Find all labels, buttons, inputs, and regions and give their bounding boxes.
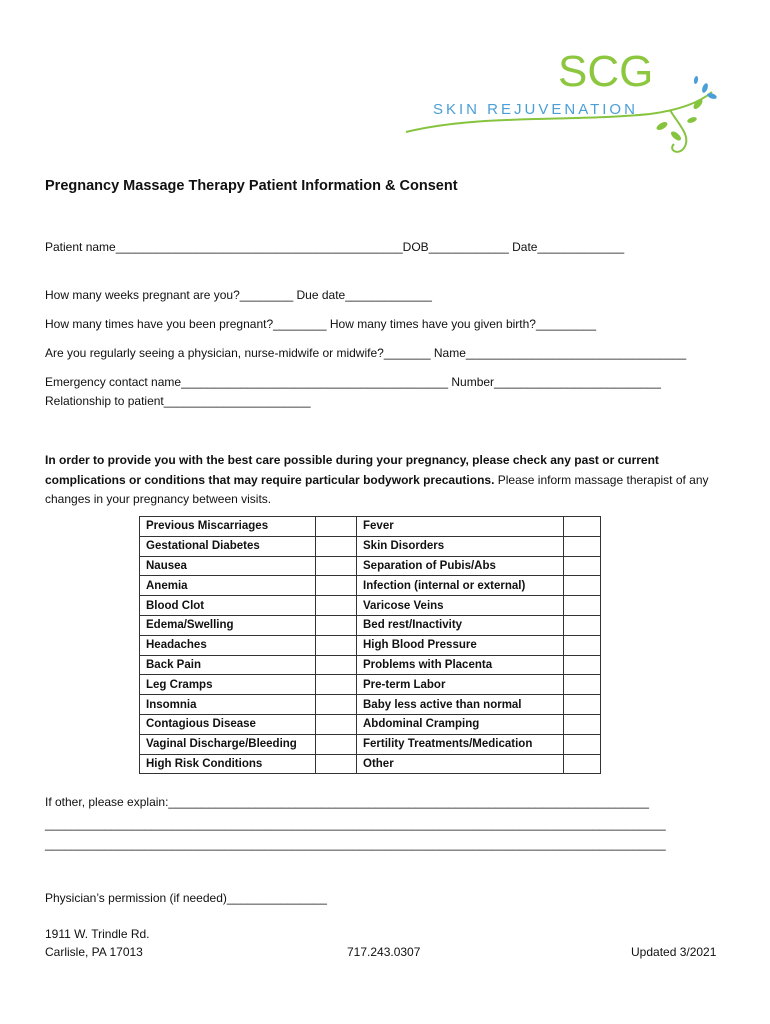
condition-checkbox[interactable] [316,576,357,596]
table-row [140,655,601,675]
condition-checkbox[interactable] [316,615,357,635]
condition-checkbox[interactable] [316,517,357,537]
leaf-icon [655,120,668,131]
condition-label: Other [357,754,564,774]
table-row [140,695,601,715]
table-row [140,556,601,576]
condition-label: Contagious Disease [140,714,316,734]
table-row [140,635,601,655]
updated-date: Updated 3/2021 [631,945,717,959]
condition-checkbox[interactable] [564,517,601,537]
condition-label: Fertility Treatments/Medication [357,734,564,754]
condition-label: Nausea [140,556,316,576]
form-title: Pregnancy Massage Therapy Patient Information & Consent [45,178,458,194]
conditions-intro [45,451,735,510]
logo-tagline: SKIN REJUVENATION [433,101,638,118]
condition-checkbox[interactable] [564,734,601,754]
condition-checkbox[interactable] [316,695,357,715]
condition-label: Vaginal Discharge/Bleeding [140,734,316,754]
emergency-contact-line[interactable]: Emergency contact name________________________________________ Number_________________________ [45,375,661,389]
leaf-icon [686,116,697,124]
condition-checkbox[interactable] [564,635,601,655]
vine-curl [670,110,686,152]
leaf-icon [693,76,698,85]
intro-bold: In order to provide you with the best care possible during your pregnancy, please check any past or current complications or conditions that may require particular bodywork precautions. [45,453,659,487]
conditions-table [139,516,601,774]
condition-checkbox[interactable] [316,655,357,675]
condition-checkbox[interactable] [564,596,601,616]
logo-brand: SCG [558,47,654,96]
address-line-1: 1911 W. Trindle Rd. [45,927,150,941]
table-row [140,675,601,695]
table-row [140,576,601,596]
table-row [140,596,601,616]
condition-label: High Risk Conditions [140,754,316,774]
condition-checkbox[interactable] [564,714,601,734]
condition-label: Baby less active than normal [357,695,564,715]
table-row [140,714,601,734]
condition-label: Leg Cramps [140,675,316,695]
condition-checkbox[interactable] [316,635,357,655]
condition-checkbox[interactable] [564,695,601,715]
condition-checkbox[interactable] [564,655,601,675]
condition-checkbox[interactable] [316,596,357,616]
condition-label: Insomnia [140,695,316,715]
condition-checkbox[interactable] [316,675,357,695]
condition-label: Fever [357,517,564,537]
pregnancy-count-line[interactable]: How many times have you been pregnant?________ How many times have you given birth?_________ [45,317,597,331]
blank-line[interactable]: _____________________________________________________________________________________________ [45,817,666,831]
condition-label: Back Pain [140,655,316,675]
leaf-icon [701,82,709,93]
condition-label: Edema/Swelling [140,615,316,635]
phone-number: 717.243.0307 [347,945,421,959]
physician-permission-line[interactable]: Physician’s permission (if needed)_______________ [45,891,327,905]
physician-line[interactable]: Are you regularly seeing a physician, nurse-midwife or midwife?_______ Name_________________________________ [45,346,687,360]
condition-label: Anemia [140,576,316,596]
condition-checkbox[interactable] [564,536,601,556]
condition-checkbox[interactable] [316,536,357,556]
condition-label: Gestational Diabetes [140,536,316,556]
patient-name-line[interactable]: Patient name___________________________________________DOB____________ Date_____________ [45,240,625,254]
condition-label: Separation of Pubis/Abs [357,556,564,576]
weeks-due-line[interactable]: How many weeks pregnant are you?________ Due date_____________ [45,288,432,302]
condition-checkbox[interactable] [316,734,357,754]
other-explain-line[interactable]: If other, please explain:________________________________________________________________________ [45,795,649,809]
table-row [140,536,601,556]
condition-checkbox[interactable] [564,675,601,695]
relationship-line[interactable]: Relationship to patient______________________ [45,394,311,408]
blank-line[interactable]: _____________________________________________________________________________________________ [45,837,666,851]
condition-checkbox[interactable] [564,576,601,596]
condition-checkbox[interactable] [564,615,601,635]
condition-label: High Blood Pressure [357,635,564,655]
condition-checkbox[interactable] [316,714,357,734]
condition-label: Pre-term Labor [357,675,564,695]
condition-label: Blood Clot [140,596,316,616]
condition-label: Problems with Placenta [357,655,564,675]
intro-normal: Please inform massage therapist of any changes in your pregnancy between visits. [45,472,709,506]
condition-label: Previous Miscarriages [140,517,316,537]
table-row [140,754,601,774]
condition-label: Skin Disorders [357,536,564,556]
condition-checkbox[interactable] [564,754,601,774]
scg-logo [400,44,730,164]
table-row [140,615,601,635]
leaf-icon [669,130,682,142]
condition-checkbox[interactable] [316,754,357,774]
condition-label: Varicose Veins [357,596,564,616]
condition-checkbox[interactable] [564,556,601,576]
table-row [140,517,601,537]
condition-checkbox[interactable] [316,556,357,576]
condition-label: Infection (internal or external) [357,576,564,596]
condition-label: Bed rest/Inactivity [357,615,564,635]
address-line-2: Carlisle, PA 17013 [45,945,143,959]
condition-label: Headaches [140,635,316,655]
table-row [140,734,601,754]
condition-label: Abdominal Cramping [357,714,564,734]
